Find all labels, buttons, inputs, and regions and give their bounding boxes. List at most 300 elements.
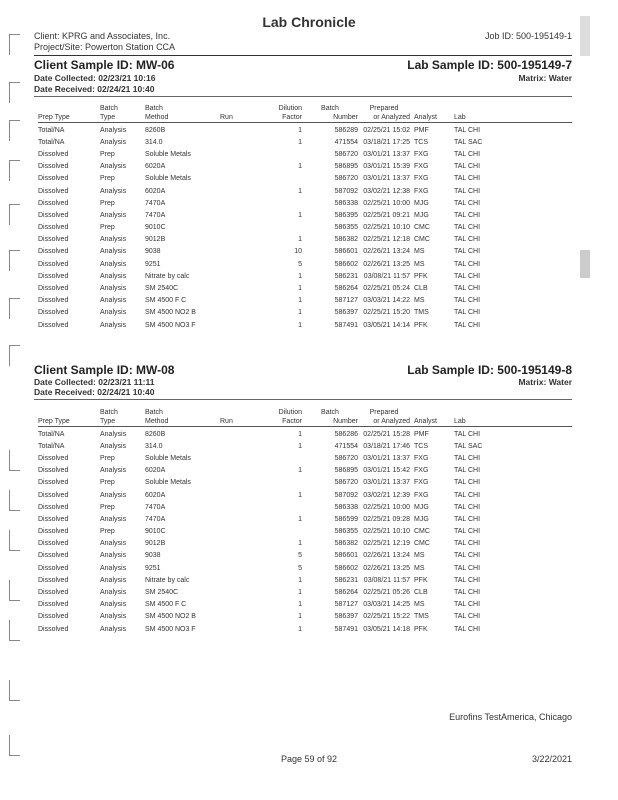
cell-lab: TAL CHI (454, 248, 481, 256)
cell-lab: TAL CHI (454, 540, 481, 548)
column-header-run: Run (220, 114, 233, 121)
binder-mark (9, 620, 20, 641)
binder-mark (9, 34, 20, 55)
cell-prep-type: Dissolved (38, 552, 69, 560)
cell-run (220, 526, 262, 538)
cell-run (220, 586, 262, 598)
cell-batch-method: 9038 (145, 552, 161, 560)
cell-analyst: PMF (414, 430, 429, 438)
table-row (38, 465, 572, 477)
cell-run (220, 513, 262, 525)
table-row (38, 513, 572, 525)
cell-prep-type: Total/NA (38, 442, 65, 450)
cell-batch-method: 9010C (145, 224, 166, 232)
cell-prep-type: Dissolved (38, 503, 69, 511)
cell-batch-method: 9010C (145, 528, 166, 536)
table-row (38, 124, 572, 136)
cell-prepared-or-analyzed: 03/01/21 13:37 (363, 175, 410, 183)
table-row (38, 173, 572, 185)
column-header-run (220, 104, 262, 113)
cell-batch-number: 586289 (334, 126, 358, 134)
cell-prep-type: Dissolved (38, 540, 69, 548)
cell-batch-type: Analysis (100, 321, 127, 329)
cell-dilution-factor: 1 (298, 442, 302, 450)
cell-prep-type: Dissolved (38, 491, 69, 499)
table-row (38, 209, 572, 221)
cell-batch-type: Analysis (100, 236, 127, 244)
cell-batch-method: SM 4500 NO3 F (145, 625, 196, 633)
cell-lab: TAL CHI (454, 236, 481, 244)
table-row (38, 477, 572, 489)
cell-lab: TAL CHI (454, 309, 481, 317)
cell-batch-method: SM 4500 NO3 F (145, 321, 196, 329)
column-header-prep-type: Prep Type (38, 418, 70, 425)
cell-run (220, 173, 262, 185)
cell-batch-method: 7470A (145, 503, 166, 511)
column-header-analyst (410, 408, 450, 417)
cell-prepared-or-analyzed: 02/25/21 12:18 (363, 236, 410, 244)
cell-prepared-or-analyzed: 03/18/21 17:46 (363, 442, 410, 450)
cell-batch-method: 9012B (145, 540, 166, 548)
date-received: Date Received: 02/24/21 10:40 (34, 387, 155, 397)
cell-lab: TAL CHI (454, 187, 481, 195)
cell-lab: TAL CHI (454, 503, 481, 511)
cell-batch-method: 6020A (145, 187, 166, 195)
header-row (38, 104, 572, 113)
cell-batch-type: Analysis (100, 540, 127, 548)
cell-batch-method: SM 2540C (145, 285, 179, 293)
cell-analyst: MJG (414, 211, 429, 219)
cell-batch-number: 586720 (334, 150, 358, 158)
cell-analyst: PMF (414, 126, 429, 134)
cell-batch-number: 586895 (334, 163, 358, 171)
cell-analyst: FXG (414, 491, 429, 499)
cell-prep-type: Dissolved (38, 272, 69, 280)
cell-batch-number: 586895 (334, 467, 358, 475)
cell-lab: TAL CHI (454, 625, 481, 633)
table-row (38, 307, 572, 319)
column-header-batch-type: Type (100, 114, 116, 121)
cell-lab: TAL CHI (454, 613, 481, 621)
cell-batch-type: Prep (100, 175, 115, 183)
cell-prep-type: Dissolved (38, 613, 69, 621)
cell-batch-number: 586602 (334, 564, 358, 572)
table-row (38, 428, 572, 440)
cell-dilution-factor: 10 (294, 248, 302, 256)
column-header-dilution-factor: Dilution (278, 105, 302, 112)
project-site: Project/Site: Powerton Station CCA (34, 42, 176, 52)
cell-dilution-factor (262, 452, 302, 464)
cell-analyst: MJG (414, 503, 429, 511)
cell-dilution-factor (262, 501, 302, 513)
cell-batch-type: Analysis (100, 297, 127, 305)
cell-dilution-factor (262, 477, 302, 489)
table-row (38, 599, 572, 611)
cell-dilution-factor: 1 (298, 138, 302, 146)
cell-lab: TAL CHI (454, 552, 481, 560)
table-row (38, 574, 572, 586)
cell-dilution-factor: 1 (298, 625, 302, 633)
table-header (38, 408, 572, 428)
cell-analyst: FXG (414, 163, 429, 171)
cell-batch-number: 586382 (334, 540, 358, 548)
column-header-lab (450, 104, 572, 113)
cell-batch-type: Analysis (100, 163, 127, 171)
cell-lab: TAL CHI (454, 467, 481, 475)
column-header-batch-type: Batch (100, 409, 118, 416)
cell-prep-type: Dissolved (38, 467, 69, 475)
cell-prepared-or-analyzed: 03/05/21 14:14 (363, 321, 410, 329)
cell-dilution-factor (262, 197, 302, 209)
client-name: Client: KPRG and Associates, Inc. (34, 31, 171, 41)
column-header-batch-number: Batch (321, 409, 339, 416)
cell-analyst: MS (414, 297, 425, 305)
cell-prepared-or-analyzed: 03/01/21 13:37 (363, 479, 410, 487)
cell-prep-type: Dissolved (38, 285, 69, 293)
cell-dilution-factor: 5 (298, 564, 302, 572)
cell-batch-type: Prep (100, 150, 115, 158)
cell-batch-method: 7470A (145, 211, 166, 219)
cell-prep-type: Dissolved (38, 515, 69, 523)
cell-batch-method: Soluble Metals (145, 454, 191, 462)
column-header-run: Run (220, 418, 233, 425)
cell-run (220, 623, 262, 635)
cell-prep-type: Dissolved (38, 199, 69, 207)
cell-lab: TAL CHI (454, 224, 481, 232)
cell-prep-type: Total/NA (38, 430, 65, 438)
cell-batch-number: 586720 (334, 479, 358, 487)
table-row (38, 538, 572, 550)
cell-batch-type: Analysis (100, 613, 127, 621)
cell-analyst: CLB (414, 285, 428, 293)
cell-dilution-factor: 1 (298, 576, 302, 584)
cell-batch-number: 471554 (334, 442, 358, 450)
table-row (38, 452, 572, 464)
cell-batch-type: Analysis (100, 552, 127, 560)
cell-analyst: PFK (414, 625, 428, 633)
table-row (38, 440, 572, 452)
page-number: Page 59 of 92 (280, 754, 338, 764)
cell-analyst: TCS (414, 138, 428, 146)
cell-batch-type: Analysis (100, 187, 127, 195)
cell-prepared-or-analyzed: 02/25/21 15:28 (363, 430, 410, 438)
cell-analyst: MJG (414, 199, 429, 207)
cell-analyst: CLB (414, 589, 428, 597)
cell-batch-type: Analysis (100, 126, 127, 134)
cell-run (220, 148, 262, 160)
cell-prep-type: Total/NA (38, 138, 65, 146)
cell-analyst: MS (414, 564, 425, 572)
cell-prep-type: Dissolved (38, 321, 69, 329)
cell-prepared-or-analyzed: 03/03/21 14:25 (363, 601, 410, 609)
cell-batch-type: Analysis (100, 442, 127, 450)
column-header-run (220, 408, 262, 417)
cell-analyst: MS (414, 601, 425, 609)
cell-run (220, 611, 262, 623)
cell-batch-number: 586599 (334, 515, 358, 523)
cell-analyst: FXG (414, 479, 429, 487)
column-header-batch-type: Batch (100, 105, 118, 112)
cell-prepared-or-analyzed: 02/26/21 13:25 (363, 260, 410, 268)
header-row (38, 113, 572, 123)
cell-batch-number: 587127 (334, 601, 358, 609)
cell-prep-type: Dissolved (38, 163, 69, 171)
cell-prep-type: Dissolved (38, 309, 69, 317)
cell-lab: TAL CHI (454, 297, 481, 305)
matrix: Matrix: Water (518, 377, 572, 387)
cell-run (220, 319, 262, 331)
cell-batch-number: 586601 (334, 552, 358, 560)
cell-lab: TAL CHI (454, 199, 481, 207)
table-row (38, 185, 572, 197)
lab-sample-id: Lab Sample ID: 500-195149-7 (407, 58, 572, 72)
cell-prep-type: Dissolved (38, 528, 69, 536)
column-header-prepared-or-analyzed: Prepared (369, 105, 399, 112)
section-divider (34, 96, 572, 97)
cell-batch-number: 587127 (334, 297, 358, 305)
cell-batch-type: Analysis (100, 491, 127, 499)
cell-prepared-or-analyzed: 03/01/21 13:37 (363, 454, 410, 462)
column-header-batch-number: Number (333, 418, 358, 425)
page-edge-tab (580, 250, 590, 278)
cell-analyst: CMC (414, 224, 430, 232)
cell-dilution-factor: 1 (298, 491, 302, 499)
cell-prepared-or-analyzed: 03/08/21 11:57 (363, 272, 410, 280)
cell-batch-type: Analysis (100, 309, 127, 317)
cell-batch-number: 586286 (334, 430, 358, 438)
column-header-dilution-factor: Factor (282, 114, 302, 121)
cell-batch-method: 7470A (145, 515, 166, 523)
cell-batch-method: Soluble Metals (145, 175, 191, 183)
cell-batch-number: 586395 (334, 211, 358, 219)
table-row (38, 295, 572, 307)
table-row (38, 234, 572, 246)
binder-mark (9, 530, 20, 551)
cell-dilution-factor: 1 (298, 589, 302, 597)
table-row (38, 258, 572, 270)
column-header-batch-number: Number (333, 114, 358, 121)
cell-prepared-or-analyzed: 02/26/21 13:24 (363, 552, 410, 560)
binder-mark (9, 345, 20, 366)
table-row (38, 586, 572, 598)
cell-dilution-factor: 1 (298, 211, 302, 219)
cell-prepared-or-analyzed: 03/01/21 15:42 (363, 467, 410, 475)
column-header-prep-type: Prep Type (38, 114, 70, 121)
cell-analyst: MS (414, 552, 425, 560)
cell-prepared-or-analyzed: 02/25/21 15:22 (363, 613, 410, 621)
binder-mark (9, 204, 20, 225)
cell-prep-type: Dissolved (38, 297, 69, 305)
cell-dilution-factor: 1 (298, 163, 302, 171)
cell-batch-method: 8260B (145, 126, 166, 134)
cell-batch-method: 7470A (145, 199, 166, 207)
cell-analyst: FXG (414, 467, 429, 475)
cell-run (220, 465, 262, 477)
column-header-analyst (410, 104, 450, 113)
cell-run (220, 428, 262, 440)
table-row (38, 222, 572, 234)
cell-analyst: CMC (414, 528, 430, 536)
cell-dilution-factor: 1 (298, 467, 302, 475)
cell-dilution-factor: 1 (298, 540, 302, 548)
cell-batch-method: Nitrate by calc (145, 272, 190, 280)
column-header-batch-method: Batch (145, 409, 163, 416)
table-row (38, 197, 572, 209)
cell-prepared-or-analyzed: 02/26/21 13:25 (363, 564, 410, 572)
cell-lab: TAL CHI (454, 430, 481, 438)
cell-batch-type: Analysis (100, 601, 127, 609)
cell-prepared-or-analyzed: 03/03/21 14:22 (363, 297, 410, 305)
cell-batch-type: Prep (100, 479, 115, 487)
cell-batch-type: Prep (100, 224, 115, 232)
cell-batch-number: 586601 (334, 248, 358, 256)
cell-batch-number: 471554 (334, 138, 358, 146)
cell-batch-number: 586231 (334, 576, 358, 584)
cell-batch-type: Analysis (100, 285, 127, 293)
cell-prep-type: Dissolved (38, 625, 69, 633)
cell-dilution-factor: 5 (298, 260, 302, 268)
cell-batch-type: Analysis (100, 211, 127, 219)
cell-batch-type: Prep (100, 528, 115, 536)
cell-batch-type: Analysis (100, 515, 127, 523)
cell-prepared-or-analyzed: 03/02/21 12:38 (363, 187, 410, 195)
cell-batch-number: 586602 (334, 260, 358, 268)
cell-lab: TAL SAC (454, 442, 483, 450)
cell-dilution-factor (262, 148, 302, 160)
table-row (38, 148, 572, 160)
cell-lab: TAL CHI (454, 150, 481, 158)
cell-lab: TAL CHI (454, 175, 481, 183)
cell-batch-method: 6020A (145, 163, 166, 171)
cell-batch-number: 586264 (334, 589, 358, 597)
date-collected: Date Collected: 02/23/21 11:11 (34, 377, 155, 387)
cell-run (220, 258, 262, 270)
date-collected: Date Collected: 02/23/21 10:16 (34, 73, 156, 83)
cell-batch-number: 587491 (334, 321, 358, 329)
cell-run (220, 501, 262, 513)
cell-prep-type: Dissolved (38, 248, 69, 256)
cell-dilution-factor (262, 526, 302, 538)
section-divider (34, 399, 572, 400)
column-header-batch-method: Method (145, 114, 169, 121)
column-header-batch-method: Method (145, 418, 169, 425)
cell-analyst: PFK (414, 321, 428, 329)
cell-lab: TAL CHI (454, 126, 481, 134)
cell-lab: TAL CHI (454, 528, 481, 536)
binder-mark (9, 450, 20, 471)
table-row (38, 161, 572, 173)
cell-prep-type: Dissolved (38, 589, 69, 597)
cell-prep-type: Dissolved (38, 260, 69, 268)
cell-prep-type: Dissolved (38, 564, 69, 572)
table-body (38, 428, 572, 635)
cell-dilution-factor: 1 (298, 309, 302, 317)
cell-analyst: CMC (414, 540, 430, 548)
column-header-prep-type (38, 408, 100, 417)
cell-run (220, 550, 262, 562)
cell-dilution-factor: 1 (298, 297, 302, 305)
cell-analyst: TMS (414, 309, 429, 317)
cell-lab: TAL CHI (454, 601, 481, 609)
cell-lab: TAL CHI (454, 163, 481, 171)
cell-run (220, 209, 262, 221)
cell-run (220, 574, 262, 586)
cell-analyst: FXG (414, 454, 429, 462)
cell-prepared-or-analyzed: 02/25/21 10:10 (363, 224, 410, 232)
cell-batch-number: 586338 (334, 199, 358, 207)
cell-lab: TAL CHI (454, 454, 481, 462)
cell-analyst: TMS (414, 613, 429, 621)
cell-lab: TAL CHI (454, 272, 481, 280)
cell-prepared-or-analyzed: 03/01/21 15:39 (363, 163, 410, 171)
column-header-lab (450, 408, 572, 417)
cell-batch-type: Analysis (100, 430, 127, 438)
cell-analyst: FXG (414, 150, 429, 158)
cell-prep-type: Dissolved (38, 175, 69, 183)
table-row (38, 562, 572, 574)
cell-batch-method: 6020A (145, 491, 166, 499)
cell-run (220, 197, 262, 209)
cell-lab: TAL CHI (454, 479, 481, 487)
binder-mark (9, 490, 20, 511)
cell-run (220, 295, 262, 307)
cell-batch-number: 586231 (334, 272, 358, 280)
cell-analyst: TCS (414, 442, 428, 450)
column-header-batch-number: Batch (321, 105, 339, 112)
cell-prepared-or-analyzed: 02/25/21 10:00 (363, 503, 410, 511)
table-row (38, 526, 572, 538)
cell-batch-method: Soluble Metals (145, 479, 191, 487)
cell-run (220, 307, 262, 319)
cell-prep-type: Total/NA (38, 126, 65, 134)
cell-batch-number: 586720 (334, 175, 358, 183)
cell-run (220, 599, 262, 611)
column-header-prepared-or-analyzed: or Analyzed (373, 114, 410, 121)
cell-prepared-or-analyzed: 03/08/21 11:57 (363, 576, 410, 584)
cell-lab: TAL CHI (454, 589, 481, 597)
matrix: Matrix: Water (518, 73, 572, 83)
table-row (38, 611, 572, 623)
cell-run (220, 440, 262, 452)
cell-dilution-factor: 1 (298, 126, 302, 134)
client-sample-id: Client Sample ID: MW-06 (34, 58, 175, 72)
table-row (38, 489, 572, 501)
lab-chronicle-table (38, 104, 572, 331)
cell-batch-number: 587092 (334, 187, 358, 195)
cell-batch-method: 9251 (145, 260, 161, 268)
cell-run (220, 477, 262, 489)
cell-prep-type: Dissolved (38, 150, 69, 158)
cell-batch-type: Analysis (100, 576, 127, 584)
cell-run (220, 222, 262, 234)
cell-batch-type: Analysis (100, 589, 127, 597)
binder-mark (9, 120, 20, 141)
cell-batch-number: 586355 (334, 224, 358, 232)
cell-prepared-or-analyzed: 03/18/21 17:25 (363, 138, 410, 146)
cell-dilution-factor: 1 (298, 613, 302, 621)
cell-dilution-factor: 1 (298, 187, 302, 195)
cell-analyst: MS (414, 260, 425, 268)
cell-prep-type: Dissolved (38, 236, 69, 244)
cell-dilution-factor: 1 (298, 321, 302, 329)
column-header-batch-method: Batch (145, 105, 163, 112)
lab-chronicle-table (38, 408, 572, 635)
table-row (38, 550, 572, 562)
cell-batch-type: Analysis (100, 564, 127, 572)
cell-batch-number: 587491 (334, 625, 358, 633)
cell-prep-type: Dissolved (38, 211, 69, 219)
cell-prepared-or-analyzed: 03/05/21 14:18 (363, 625, 410, 633)
